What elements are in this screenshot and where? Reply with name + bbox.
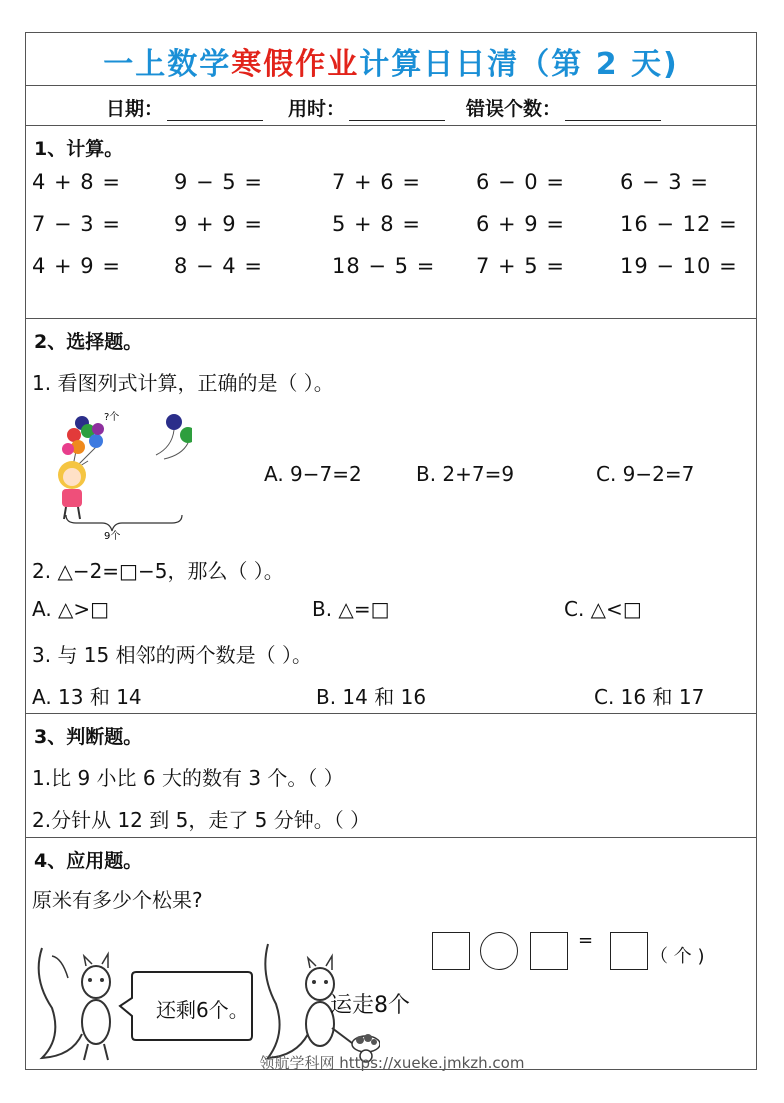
errors-field[interactable]: 错误个数：: [466, 94, 661, 121]
meta-row: [26, 86, 756, 126]
time-field[interactable]: 用时：: [288, 94, 445, 121]
option: C. △<□: [564, 597, 642, 621]
answer-box-2[interactable]: [530, 932, 568, 970]
section-choice: [26, 319, 756, 714]
squirrel-left-figure: [32, 938, 132, 1066]
footer-watermark: 领航学科网 https://xueke.jmkzh.com: [259, 1054, 525, 1072]
answer-box-1[interactable]: [432, 932, 470, 970]
equation: 6 + 9 =: [476, 212, 565, 236]
section-heading: 1、计算。: [34, 138, 124, 160]
option: B. 14 和 16: [316, 685, 427, 709]
section-heading: 4、应用题。: [34, 850, 143, 872]
section-calculation: [26, 126, 756, 319]
equation: 4 + 9 =: [32, 254, 121, 278]
equation: 6 − 3 =: [620, 170, 709, 194]
judgement-item: 2.分针从 12 到 5，走了 5 分钟。（ ）: [32, 808, 371, 832]
balloon-girl-figure: [32, 411, 192, 541]
section-heading: 2、选择题。: [34, 331, 143, 353]
option: B. △=□: [312, 597, 390, 621]
equation: 19 − 10 =: [620, 254, 738, 278]
option: A. 13 和 14: [32, 685, 142, 709]
option: B. 2+7=9: [416, 462, 515, 486]
equation: 4 + 8 =: [32, 170, 121, 194]
unit-label: （ 个 ): [650, 946, 705, 967]
section-judgement: [26, 714, 756, 838]
question-2: 2. △−2=□−5，那么（ ）。: [32, 559, 284, 583]
option: C. 9−2=7: [596, 462, 695, 486]
option: A. △>□: [32, 597, 110, 621]
equation: 8 − 4 =: [174, 254, 263, 278]
date-field[interactable]: 日期：: [106, 94, 263, 121]
equation: 9 + 9 =: [174, 212, 263, 236]
caption-text: 运走8个: [330, 993, 410, 1018]
answer-box-result[interactable]: [610, 932, 648, 970]
judgement-item: 1.比 9 小比 6 大的数有 3 个。（ ）: [32, 766, 344, 790]
speech-text: 还剩6个。: [156, 998, 249, 1022]
option: C. 16 和 17: [594, 685, 705, 709]
question-3: 3. 与 15 相邻的两个数是（ ）。: [32, 643, 312, 667]
section-heading: 3、判断题。: [34, 726, 143, 748]
equation: 7 + 6 =: [332, 170, 421, 194]
equation: 16 − 12 =: [620, 212, 738, 236]
equation: 9 − 5 =: [174, 170, 263, 194]
equals-sign: =: [578, 930, 594, 951]
answer-operator-circle[interactable]: [480, 932, 518, 970]
page-title: 一上数学寒假作业计算日日清（第 2 天): [103, 47, 679, 82]
question-1: 1. 看图列式计算，正确的是（ ）。: [32, 371, 334, 395]
worksheet: [25, 32, 757, 1070]
option: A. 9−7=2: [264, 462, 362, 486]
equation: 7 + 5 =: [476, 254, 565, 278]
equation: 6 − 0 =: [476, 170, 565, 194]
figure-bottom-label: 9个: [104, 531, 121, 541]
equation: 18 − 5 =: [332, 254, 436, 278]
application-question: 原米有多少个松果?: [32, 888, 203, 912]
section-application: [26, 838, 756, 1071]
title-row: [26, 33, 756, 86]
equation: 5 + 8 =: [332, 212, 421, 236]
equation: 7 − 3 =: [32, 212, 121, 236]
figure-top-label: ?个: [104, 412, 120, 423]
